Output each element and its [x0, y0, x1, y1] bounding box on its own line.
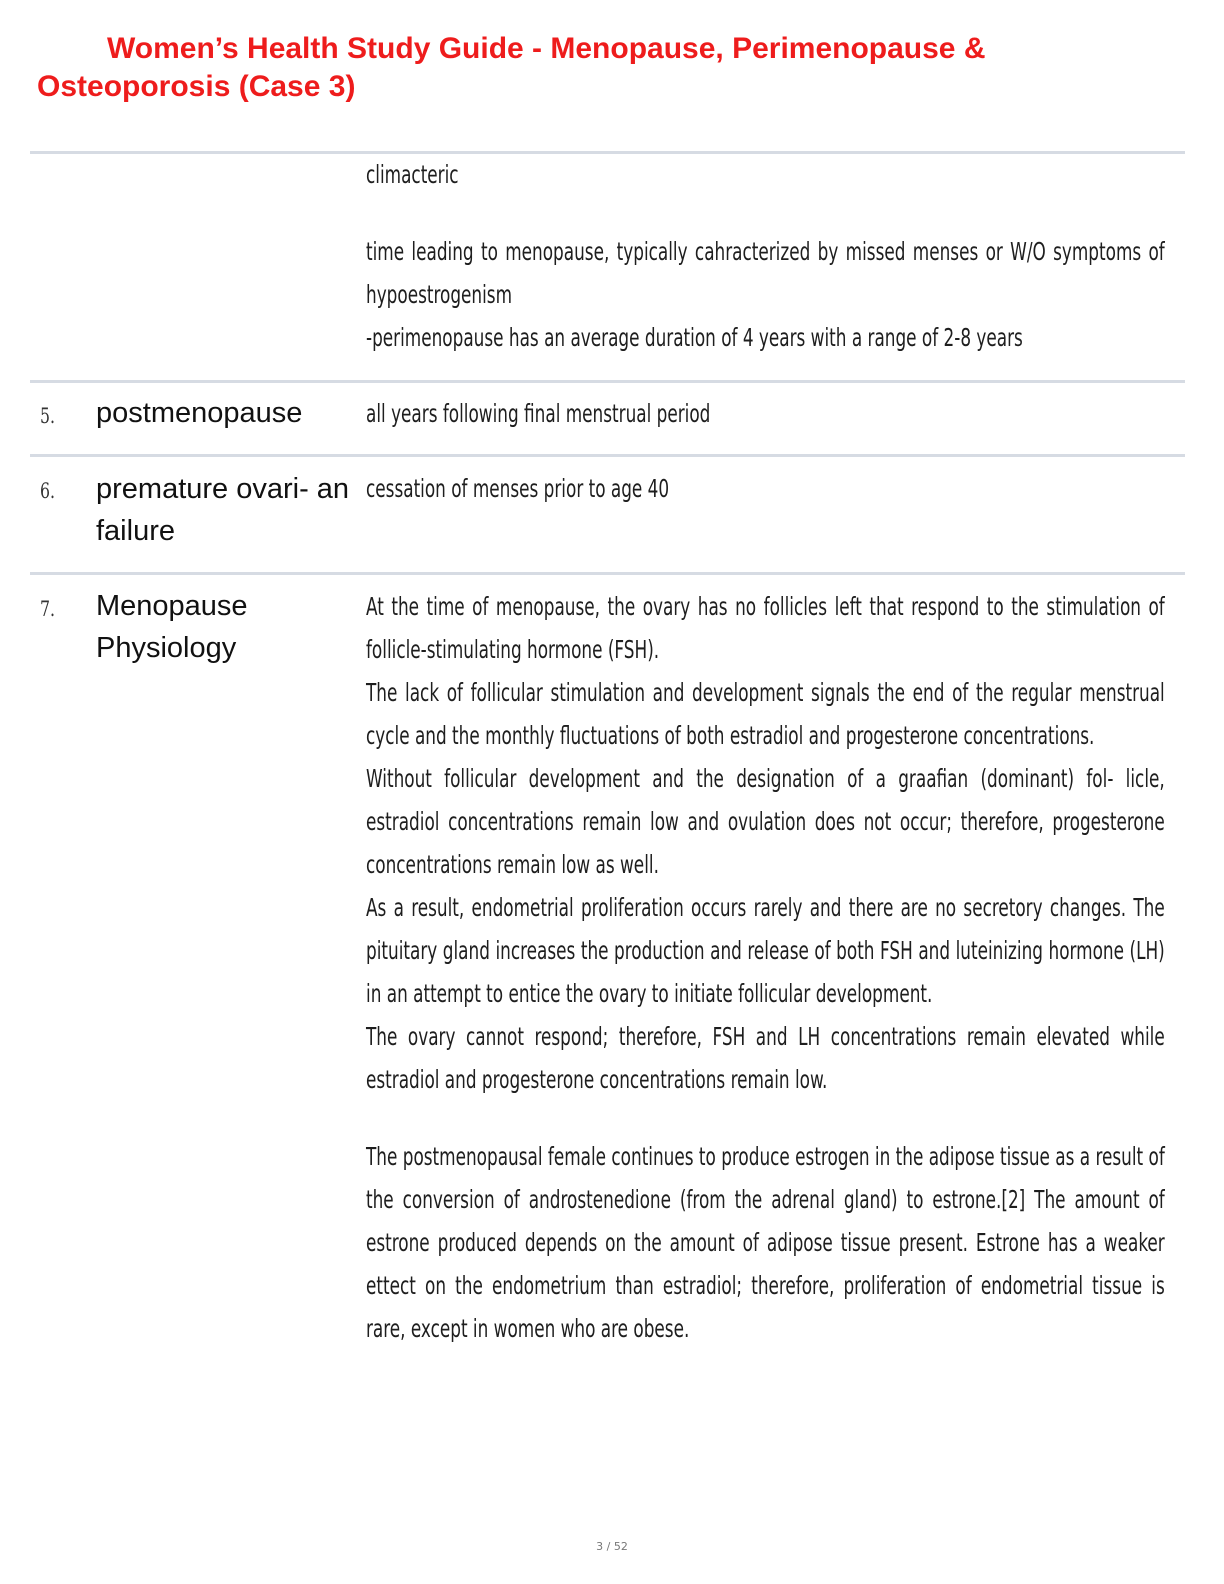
- definition-paragraph: all years following final menstrual period: [366, 399, 711, 428]
- definition-paragraph: Without follicular development and the designation of a graafian (dominant) fol- licle, estradiol concentrations remain low and ovulation does not occur; therefore, progesterone concentrations remain low as well.: [366, 764, 1165, 879]
- row-divider: [30, 454, 1185, 457]
- term-postmenopause: postmenopause: [96, 397, 303, 429]
- entry-number: 5.: [40, 404, 56, 428]
- definition-line: climacteric: [366, 160, 459, 189]
- term-premature-ovarian-failure: premature ovari- an failure: [96, 473, 350, 547]
- definition-postmenopause: [366, 392, 1165, 435]
- paragraph-gap: [366, 1101, 1165, 1135]
- entry-number: 7.: [40, 597, 56, 621]
- definition-paragraph: cessation of menses prior to age 40: [366, 474, 670, 503]
- definition-perimenopause: [366, 153, 1165, 359]
- definition-paragraph: The lack of follicular stimulation and development signals the end of the regular menstrual cycle and the monthly fluctuations of both estradiol and progesterone concentrations.: [366, 678, 1165, 750]
- entry-number: 6.: [40, 479, 56, 503]
- definition-paragraph: The postmenopausal female continues to produce estrogen in the adipose tissue as a result of the conversion of androstenedione (from the adrenal gland) to estrone.[2] The amount of estrone produced depends on the amount of adipose tissue present. Estrone has a weaker ettect on the endometrium than estradiol; therefore, proliferation of endometrial tissue is rare, except in women who are obese.: [366, 1142, 1165, 1343]
- definition-paragraph: The ovary cannot respond; therefore, FSH and LH concentrations remain elevated while estradiol and progesterone concentrations remain low.: [366, 1022, 1165, 1094]
- paragraph-gap: [366, 196, 1165, 230]
- row-divider: [30, 572, 1185, 575]
- row-divider: [30, 380, 1185, 383]
- document-title-line-2: Osteoporosis (Case 3): [37, 70, 356, 103]
- definition-premature-ovarian-failure: [366, 467, 1165, 510]
- term-menopause-physiology: Menopause Physiology: [96, 590, 248, 664]
- document-title: [37, 30, 1167, 106]
- definition-menopause-physiology: [366, 585, 1165, 1350]
- page-indicator: 3 / 52: [596, 1540, 628, 1553]
- definition-paragraph: time leading to menopause, typically cahracterized by missed menses or W/O symptoms of hypoestrogenism: [366, 237, 1165, 309]
- document-title-line-1: Women’s Health Study Guide - Menopause, Perimenopause &: [107, 32, 986, 65]
- definition-paragraph: As a result, endometrial proliferation occurs rarely and there are no secretory changes. The pituitary gland increases the production and release of both FSH and luteinizing hormone (LH) in an attempt to entice the ovary to initiate follicular development.: [366, 893, 1165, 1008]
- definition-paragraph: -perimenopause has an average duration of 4 years with a range of 2-8 years: [366, 323, 1023, 352]
- definition-paragraph: At the time of menopause, the ovary has no follicles left that respond to the stimulation of follicle-stimulating hormone (FSH).: [366, 592, 1165, 664]
